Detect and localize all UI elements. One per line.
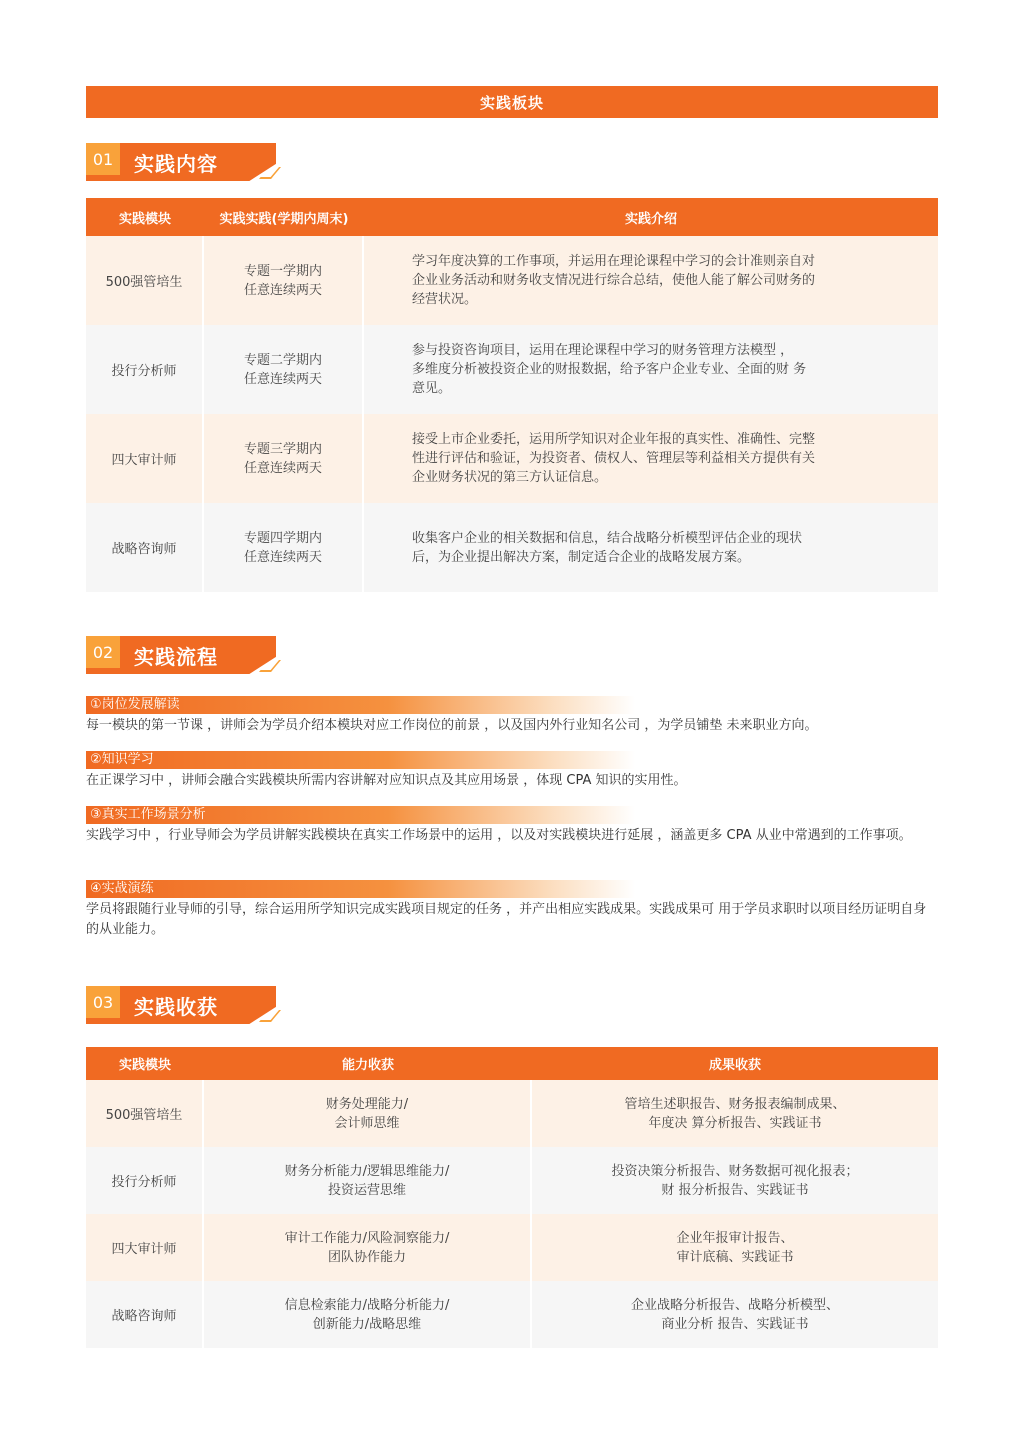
result-cell: 投资决策分析报告、财务数据可视化报表； 财 报分析报告、实践证书 bbox=[532, 1147, 938, 1214]
table-row bbox=[86, 236, 938, 325]
module-cell: 四大审计师 bbox=[86, 414, 204, 503]
table-header-row bbox=[86, 1047, 938, 1080]
process-step bbox=[86, 880, 938, 940]
module-cell: 500强管培生 bbox=[86, 236, 204, 325]
step-label: ③真实工作场景分析 bbox=[86, 806, 635, 824]
module-cell: 投行分析师 bbox=[86, 1147, 204, 1214]
process-step bbox=[86, 806, 938, 846]
column-header: 实践实践(学期内周末) bbox=[204, 198, 364, 236]
section-number: 03 bbox=[86, 986, 120, 1018]
table-row bbox=[86, 503, 938, 592]
section-number: 01 bbox=[86, 143, 120, 175]
step-label: ④实战演练 bbox=[86, 880, 635, 898]
ability-cell: 财务处理能力/ 会计师思维 bbox=[204, 1080, 532, 1147]
ability-cell: 财务分析能力/逻辑思维能力/ 投资运营思维 bbox=[204, 1147, 532, 1214]
intro-cell: 接受上市企业委托，运用所学知识对企业年报的真实性、准确性、完整 性进行评估和验证，为投资者、债权人、管理层等利益相关方提供有关 企业财务状况的第三方认证信息。 bbox=[364, 414, 938, 503]
practice-content-table bbox=[86, 198, 938, 592]
table-row bbox=[86, 1080, 938, 1147]
table-row bbox=[86, 325, 938, 414]
intro-cell: 参与投资咨询项目，运用在理论课程中学习的财务管理方法模型 ， 多维度分析被投资企业的财报数据，给予客户企业专业、全面的财 务 意见。 bbox=[364, 325, 938, 414]
section-banner: 实践板块 bbox=[86, 86, 938, 118]
step-label: ①岗位发展解读 bbox=[86, 696, 635, 714]
column-header: 实践介绍 bbox=[364, 198, 938, 236]
section-title: 实践收获 bbox=[134, 994, 218, 1019]
time-cell: 专题三学期内 任意连续两天 bbox=[204, 414, 364, 503]
time-cell: 专题四学期内 任意连续两天 bbox=[204, 503, 364, 592]
result-cell: 管培生述职报告、财务报表编制成果、 年度决 算分析报告、实践证书 bbox=[532, 1080, 938, 1147]
ability-cell: 审计工作能力/风险洞察能力/ 团队协作能力 bbox=[204, 1214, 532, 1281]
section-title: 实践流程 bbox=[134, 644, 218, 669]
practice-harvest-table bbox=[86, 1047, 938, 1348]
table-row bbox=[86, 1281, 938, 1348]
module-cell: 战略咨询师 bbox=[86, 503, 204, 592]
table-row bbox=[86, 1214, 938, 1281]
module-cell: 投行分析师 bbox=[86, 325, 204, 414]
section-title: 实践内容 bbox=[134, 151, 218, 176]
step-text: 在正课学习中 ，讲师会融合实践模块所需内容讲解对应知识点及其应用场景 ，体现 CPA 知识的实用性。 bbox=[86, 773, 687, 788]
step-label: ②知识学习 bbox=[86, 751, 635, 769]
process-step bbox=[86, 696, 938, 736]
table-row bbox=[86, 414, 938, 503]
time-cell: 专题二学期内 任意连续两天 bbox=[204, 325, 364, 414]
section-header-content bbox=[86, 143, 278, 181]
result-cell: 企业战略分析报告、战略分析模型、 商业分析 报告、实践证书 bbox=[532, 1281, 938, 1348]
column-header: 实践模块 bbox=[86, 198, 204, 236]
column-header: 能力收获 bbox=[204, 1047, 532, 1080]
intro-cell: 收集客户企业的相关数据和信息，结合战略分析模型评估企业的现状 后，为企业提出解决方案，制定适合企业的战略发展方案。 bbox=[364, 503, 938, 592]
module-cell: 500强管培生 bbox=[86, 1080, 204, 1147]
section-number: 02 bbox=[86, 636, 120, 668]
table-row bbox=[86, 1147, 938, 1214]
result-cell: 企业年报审计报告、 审计底稿、实践证书 bbox=[532, 1214, 938, 1281]
section-header-harvest bbox=[86, 986, 278, 1024]
column-header: 实践模块 bbox=[86, 1047, 204, 1080]
section-header-process bbox=[86, 636, 278, 674]
step-text: 学员将跟随行业导师的引导，综合运用所学知识完成实践项目规定的任务 ，并产出相应实践成果。实践成果可 用于学员求职时以项目经历证明自身的从业能力。 bbox=[86, 902, 927, 937]
step-text: 实践学习中 ，行业导师会为学员讲解实践模块在真实工作场景中的运用 ，以及对实践模块进行延展 ，涵盖更多 CPA 从业中常遇到的工作事项。 bbox=[86, 828, 912, 843]
module-cell: 四大审计师 bbox=[86, 1214, 204, 1281]
intro-cell: 学习年度决算的工作事项，并运用在理论课程中学习的会计准则亲自对 企业业务活动和财务收支情况进行综合总结，使他人能了解公司财务的 经营状况。 bbox=[364, 236, 938, 325]
ability-cell: 信息检索能力/战略分析能力/ 创新能力/战略思维 bbox=[204, 1281, 532, 1348]
column-header: 成果收获 bbox=[532, 1047, 938, 1080]
table-header-row bbox=[86, 198, 938, 236]
process-step bbox=[86, 751, 938, 791]
time-cell: 专题一学期内 任意连续两天 bbox=[204, 236, 364, 325]
module-cell: 战略咨询师 bbox=[86, 1281, 204, 1348]
step-text: 每一模块的第一节课 ，讲师会为学员介绍本模块对应工作岗位的前景 ，以及国内外行业知名公司 ，为学员铺垫 未来职业方向。 bbox=[86, 718, 818, 733]
